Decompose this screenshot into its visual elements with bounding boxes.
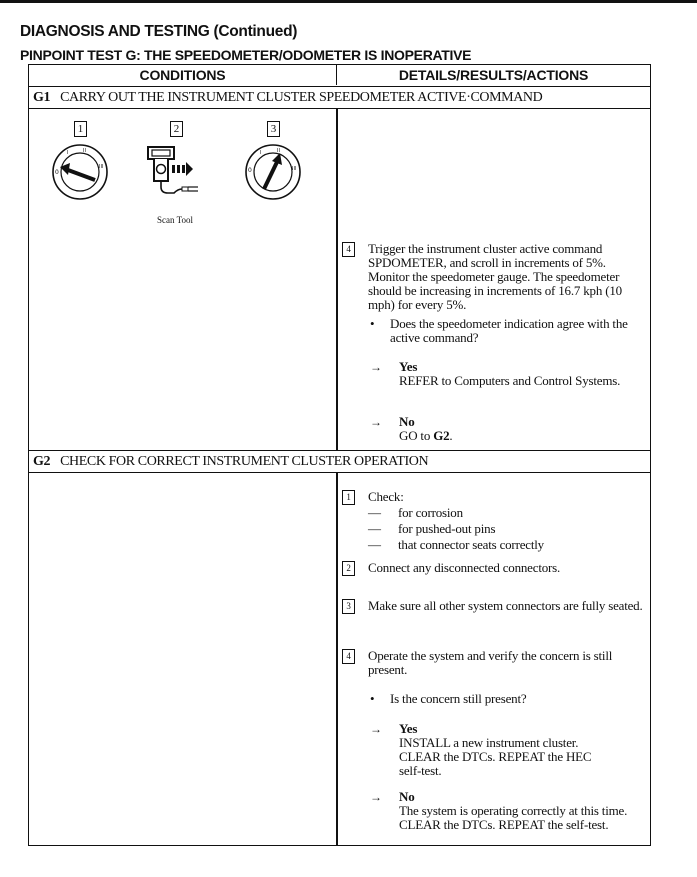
- pinpoint-test-title: PINPOINT TEST G: THE SPEEDOMETER/ODOMETER IS INOPERATIVE: [20, 47, 472, 63]
- result-text: The system is operating correctly at this time. CLEAR the DTCs. REPEAT the self-test.: [399, 803, 628, 832]
- result-label: No: [399, 414, 415, 429]
- action-number: 1: [342, 490, 355, 505]
- step-g2-row: [29, 451, 650, 473]
- svg-text:II: II: [277, 148, 280, 154]
- result-text-prefix: GO to: [399, 428, 434, 443]
- svg-text:III: III: [99, 164, 104, 170]
- step-g1-body: [29, 109, 650, 451]
- step-g1-title: CARRY OUT THE INSTRUMENT CLUSTER SPEEDOMETER ACTIVE·COMMAND: [60, 90, 543, 105]
- action-number: 2: [342, 561, 355, 576]
- result-text-suffix: .: [449, 428, 453, 443]
- action-number: 4: [342, 649, 355, 664]
- action-text: Connect any disconnected connectors.: [368, 560, 561, 575]
- arrow-icon: →: [370, 722, 382, 736]
- dash-icon: —: [368, 505, 381, 520]
- illustration-label-1: 1: [74, 121, 87, 137]
- action-text: Check:: [368, 489, 404, 504]
- header-details: DETAILS/RESULTS/ACTIONS: [398, 67, 589, 83]
- action-text: Trigger the instrument cluster active command SPDOMETER, and scroll in increments of 5%. Monitor the speedometer gauge. The speedometer should be increasing in increments of 16.7 kph (10 mph) for every 5%.: [368, 241, 622, 312]
- illustration-label-2: 2: [170, 121, 183, 137]
- arrow-icon: →: [370, 415, 382, 429]
- scan-tool-icon: [146, 145, 218, 197]
- check-text: for pushed-out pins: [398, 521, 496, 536]
- svg-text:I: I: [260, 150, 262, 156]
- question-text: Does the speedometer indication agree with the active command?: [390, 316, 628, 345]
- step-g2-body: [29, 473, 650, 845]
- bullet-icon: •: [370, 691, 375, 706]
- ignition-switch-off-icon: [50, 142, 110, 202]
- action-number: 3: [342, 599, 355, 614]
- dash-icon: —: [368, 537, 381, 552]
- check-text: that connector seats correctly: [398, 537, 544, 552]
- action-text: Make sure all other system connectors are fully seated.: [368, 598, 643, 613]
- svg-text:0: 0: [55, 169, 59, 176]
- pinpoint-test-table: [28, 64, 651, 846]
- check-text: for corrosion: [398, 505, 463, 520]
- step-g2-title: CHECK FOR CORRECT INSTRUMENT CLUSTER OPERATION: [60, 454, 429, 469]
- step-g2-id: G2: [33, 454, 51, 469]
- result-text: INSTALL a new instrument cluster. CLEAR the DTCs. REPEAT the HEC self-test.: [399, 735, 592, 778]
- ignition-switch-run-icon: [243, 142, 303, 202]
- step-g1-row: [29, 87, 650, 109]
- step-g2-details: [342, 473, 647, 845]
- step-g1-id: G1: [33, 90, 51, 105]
- svg-text:0: 0: [248, 167, 252, 174]
- column-divider: [336, 109, 338, 450]
- step-g1-illustration: [29, 109, 336, 249]
- table-header-row: [29, 65, 650, 87]
- bullet-icon: •: [370, 316, 375, 331]
- svg-text:III: III: [292, 166, 297, 172]
- top-rule: [0, 0, 697, 3]
- scan-tool-caption: Scan Tool: [157, 215, 193, 225]
- dash-icon: —: [368, 521, 381, 536]
- arrow-icon: →: [370, 360, 382, 374]
- action-text: Operate the system and verify the concern is still present.: [368, 648, 613, 677]
- svg-text:II: II: [83, 148, 86, 154]
- result-text: REFER to Computers and Control Systems.: [399, 373, 621, 388]
- arrow-icon: →: [370, 790, 382, 804]
- header-conditions: CONDITIONS: [29, 65, 337, 85]
- goto-step-link: G2: [433, 428, 450, 443]
- result-label: Yes: [399, 359, 418, 374]
- result-label: No: [399, 789, 415, 804]
- result-label: Yes: [399, 721, 418, 736]
- column-divider: [336, 473, 338, 845]
- step-g1-details: [342, 109, 647, 451]
- svg-text:I: I: [67, 150, 69, 156]
- illustration-label-3: 3: [267, 121, 280, 137]
- question-text: Is the concern still present?: [390, 691, 527, 706]
- section-title: DIAGNOSIS AND TESTING (Continued): [20, 23, 298, 40]
- action-number: 4: [342, 242, 355, 257]
